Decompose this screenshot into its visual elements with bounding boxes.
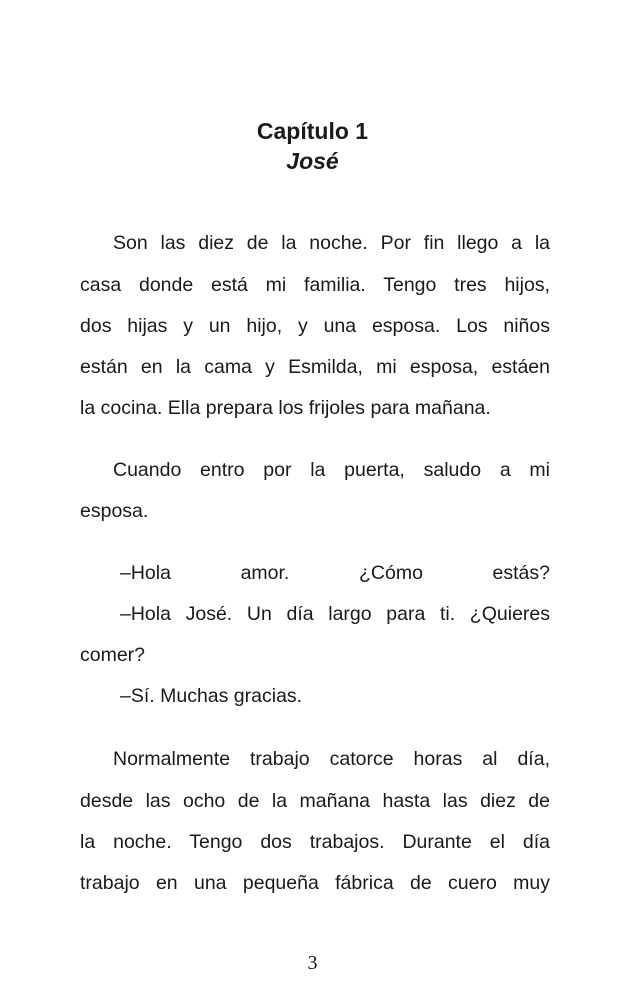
chapter-name: José [286,148,339,174]
text-line: esposa. [80,500,149,522]
text-line: desde las ocho de la mañana hasta las diez de [80,790,550,812]
dialogue-line: –Hola José. Un día largo para ti. ¿Quieres [120,603,550,625]
chapter-title: Capítulo 1 [256,118,369,144]
text-line: están en la cama y Esmilda, mi esposa, estáen [80,356,550,378]
text-line: la cocina. Ella prepara los frijoles para mañana. [80,397,491,419]
text-line: la noche. Tengo dos trabajos. Durante el día [80,831,550,853]
text-line: casa donde está mi familia. Tengo tres hijos, [80,274,550,296]
page-number: 3 [307,952,318,974]
text-line: Normalmente trabajo catorce horas al día, [113,748,550,770]
text-line: trabajo en una pequeña fábrica de cuero muy [80,872,550,894]
dialogue-line: –Sí. Muchas gracias. [120,685,303,707]
text-line: Cuando entro por la puerta, saludo a mi [113,459,550,481]
text-line: dos hijas y un hijo, y una esposa. Los niños [80,315,550,337]
text-line: comer? [80,644,146,666]
text-line: Son las diez de la noche. Por fin llego a la [113,232,550,254]
dialogue-line: –Hola amor. ¿Cómo estás? [120,562,550,584]
